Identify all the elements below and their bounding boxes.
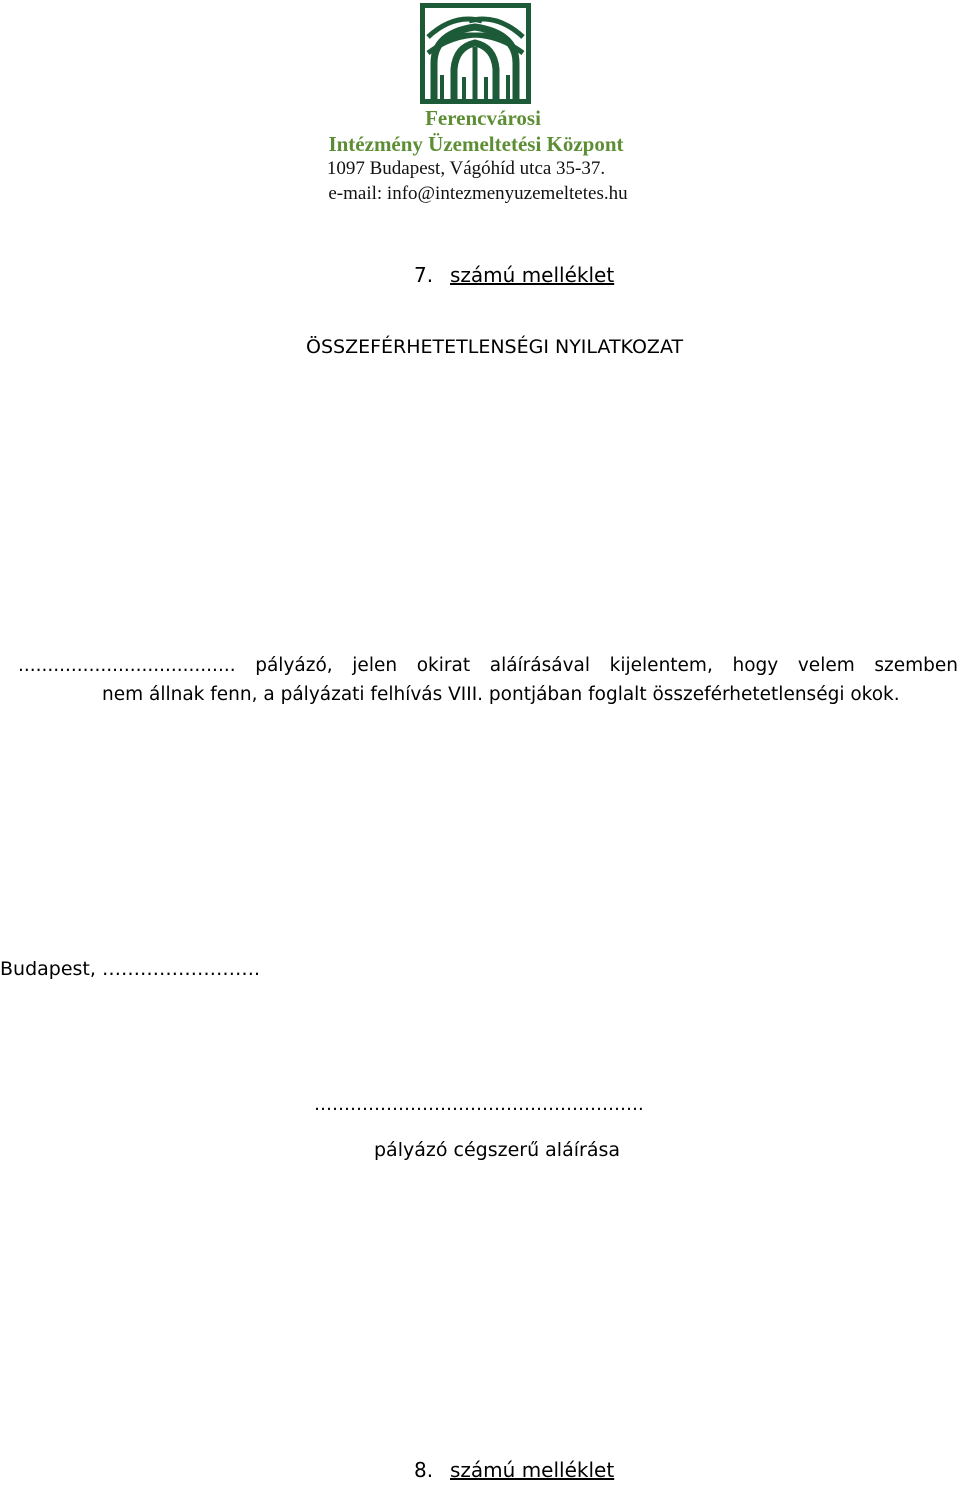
annex-8-number: 8. [414, 1458, 434, 1482]
organization-email: e-mail: info@intezmenyuzemeltetes.hu [328, 183, 628, 204]
declaration-title: ÖSSZEFÉRHETETLENSÉGI NYILATKOZAT [306, 336, 684, 358]
declaration-line-1: ..................................... pályázó, jelen okirat aláírásával kijelentem, hogy velem szemben [18, 655, 958, 676]
annex-7-label: számú melléklet [450, 263, 615, 287]
place-date: Budapest, ……………………. [0, 958, 260, 980]
annex-8-label: számú melléklet [450, 1458, 615, 1482]
signature-label: pályázó cégszerű aláírása [374, 1139, 620, 1161]
declaration-line-2: nem állnak fenn, a pályázati felhívás VIII. pontjában foglalt összeférhetetlenségi okok. [102, 684, 900, 705]
annex-7-number: 7. [414, 263, 434, 287]
signature-line: ………………………………………………. [314, 1094, 644, 1115]
organization-subtitle: Intézmény Üzemeltetési Központ [328, 132, 624, 156]
organization-name: Ferencvárosi [425, 106, 541, 130]
arches-logo-icon [420, 3, 531, 104]
organization-address: 1097 Budapest, Vágóhíd utca 35-37. [326, 158, 606, 179]
